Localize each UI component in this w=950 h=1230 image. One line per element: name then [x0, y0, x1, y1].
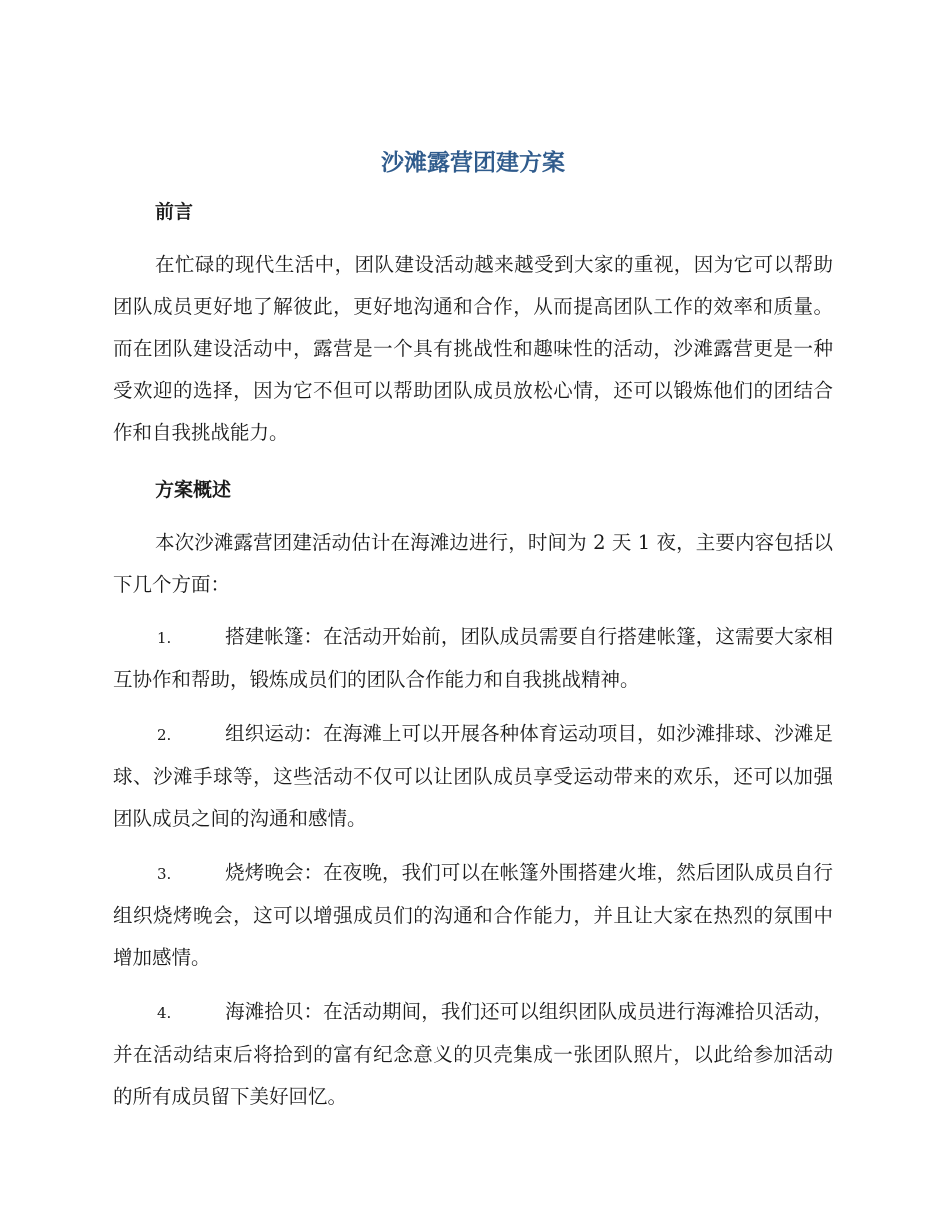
list-text: 组织运动：在海滩上可以开展各种体育运动项目，如沙滩排球、沙滩足球、沙滩手球等，这些活动不仅可以让团队成员享受运动带来的欢乐，还可以加强团队成员之间的沟通和感情。 — [113, 722, 833, 830]
document-page — [113, 140, 833, 1130]
list-text: 海滩拾贝：在活动期间，我们还可以组织团队成员进行海滩拾贝活动，并在活动结束后将拾到的富有纪念意义的贝壳集成一张团队照片，以此给参加活动的所有成员留下美好回忆。 — [113, 1000, 833, 1108]
preface-paragraph: 在忙碌的现代生活中，团队建设活动越来越受到大家的重视，因为它可以帮助团队成员更好地了解彼此，更好地沟通和合作，从而提高团队工作的效率和质量。而在团队建设活动中，露营是一个具有挑战性和趣味性的活动，沙滩露营更是一种受欢迎的选择，因为它不但可以帮助团队成员放松心情，还可以锻炼他们的团结合作和自我挑战能力。 — [113, 253, 833, 444]
list-item — [113, 616, 833, 701]
list-number: 3. — [157, 865, 172, 883]
list-item — [113, 991, 833, 1118]
list-text: 烧烤晚会：在夜晚，我们可以在帐篷外围搭建火堆，然后团队成员自行组织烧烤晚会，这可以增强成员们的沟通和合作能力，并且让大家在热烈的氛围中增加感情。 — [113, 861, 833, 969]
list-item — [113, 713, 833, 840]
list-number: 4. — [157, 1004, 172, 1022]
list-text: 搭建帐篷：在活动开始前，团队成员需要自行搭建帐篷，这需要大家相互协作和帮助，锻炼成员们的团队合作能力和自我挑战精神。 — [113, 625, 833, 691]
list-number: 2. — [157, 726, 172, 744]
overview-paragraph: 本次沙滩露营团建活动估计在海滩边进行，时间为 2 天 1 夜，主要内容包括以下几个方面： — [113, 531, 833, 596]
list-number: 1. — [157, 629, 172, 647]
list-item — [113, 852, 833, 979]
section-heading-preface: 前言 — [155, 201, 194, 223]
section-heading-overview: 方案概述 — [155, 479, 232, 501]
document-title: 沙滩露营团建方案 — [381, 150, 565, 176]
